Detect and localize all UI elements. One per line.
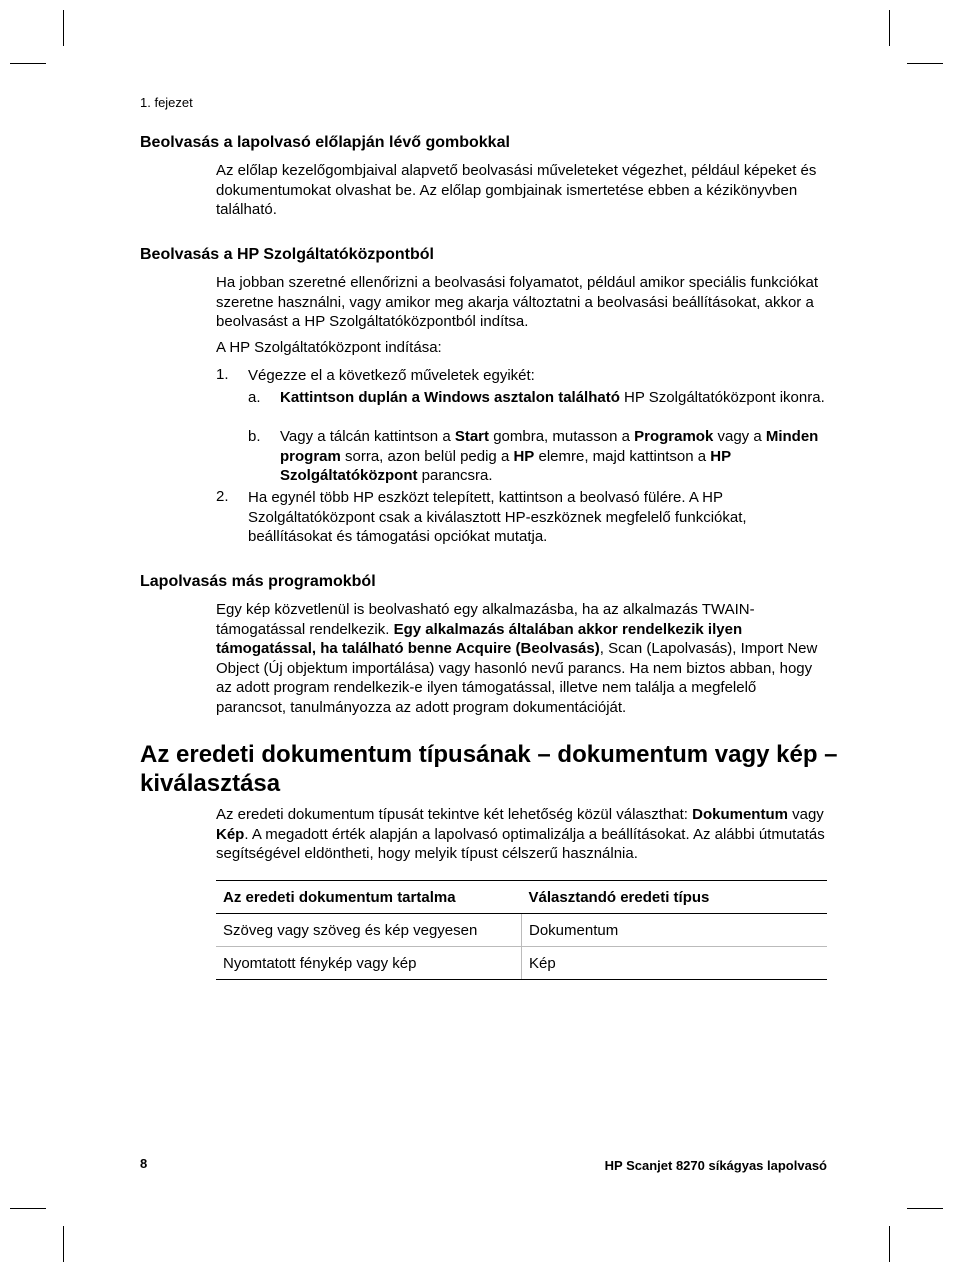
table-cell: Dokumentum (522, 914, 828, 947)
sublist-item: Kattintson duplán a Windows asztalon található HP Szolgáltatóközpont ikonra. (280, 389, 825, 406)
section-heading: Beolvasás a HP Szolgáltatóközpontból (140, 246, 434, 263)
sublist-item: Vagy a tálcán kattintson a Start gombra, mutasson a Programok vagy a Minden program sorra, azon belül pedig a HP elemre, majd kattintson a HP Szolgáltatóközpont parancsra. (280, 428, 819, 484)
document-type-table (216, 880, 827, 980)
crop-mark (10, 63, 46, 64)
table-cell: Szöveg vagy szöveg és kép vegyesen (216, 914, 522, 947)
crop-mark (907, 1208, 943, 1209)
table-row (216, 947, 827, 980)
section-heading: Beolvasás a lapolvasó előlapján lévő gombokkal (140, 134, 510, 151)
section-body: Ha jobban szeretné ellenőrizni a beolvasási folyamatot, például amikor speciális funkciókat szeretne használni, vagy amikor meg akarja változtatni a beolvasási beállításokat, akkor a beolvasást a HP Szolgáltatóközpontból indítsa. (216, 274, 818, 330)
table-cell: Nyomtatott fénykép vagy kép (216, 947, 522, 980)
list-number: 1. (216, 366, 229, 383)
crop-mark (63, 10, 64, 46)
section-body: Egy kép közvetlenül is beolvasható egy alkalmazásba, ha az alkalmazás TWAIN-támogatással rendelkezik. Egy alkalmazás általában akkor rendelkezik ilyen támogatással, ha található benne Acquire (Beolvasás), Scan (Lapolvasás), Import New Object (Új objektum importálása) vagy hasonló nevű parancs. Ha nem biztos abban, hogy az adott program rendelkezik-e ilyen támogatással, illetve nem találja a megfelelő parancsot, tanulmányozza az adott program dokumentációját. (216, 601, 818, 716)
table-cell: Kép (522, 947, 828, 980)
list-number: 2. (216, 488, 229, 505)
table-row (216, 914, 827, 947)
sublist-label: b. (248, 428, 261, 445)
section-body: Az eredeti dokumentum típusát tekintve két lehetőség közül választhat: Dokumentum vagy Kép. A megadott érték alapján a lapolvasó optimalizálja a beállításokat. Az alábbi útmutatás segítségével eldöntheti, hogy melyik típust célszerű használnia. (216, 806, 825, 862)
start-label: A HP Szolgáltatóközpont indítása: (216, 339, 442, 356)
page-title: Az eredeti dokumentum típusának – dokumentum vagy kép – kiválasztása (140, 741, 838, 797)
table-header: Választandó eredeti típus (522, 881, 828, 914)
footer-title: HP Scanjet 8270 síkágyas lapolvasó (604, 1158, 827, 1173)
sublist-label: a. (248, 389, 261, 406)
list-item: Végezze el a következő műveletek egyikét: (248, 367, 535, 384)
crop-mark (889, 1226, 890, 1262)
crop-mark (10, 1208, 46, 1209)
section-body: Az előlap kezelőgombjaival alapvető beolvasási műveleteket végezhet, például képeket és dokumentumokat olvashat be. Az előlap gombjainak ismertetése ebben a kézikönyvben található. (216, 162, 817, 218)
list-item: Ha egynél több HP eszközt telepített, kattintson a beolvasó fülére. A HP Szolgáltatóközpont csak a kiválasztott HP-eszköznek megfelelő funkciókat, beállításokat és támogatási opciókat mutatja. (248, 489, 747, 545)
page-number: 8 (140, 1156, 148, 1171)
section-heading: Lapolvasás más programokból (140, 573, 376, 590)
crop-mark (907, 63, 943, 64)
table-header-row (216, 881, 827, 914)
crop-mark (63, 1226, 64, 1262)
crop-mark (889, 10, 890, 46)
chapter-label: 1. fejezet (140, 95, 193, 110)
table-header: Az eredeti dokumentum tartalma (216, 881, 522, 914)
